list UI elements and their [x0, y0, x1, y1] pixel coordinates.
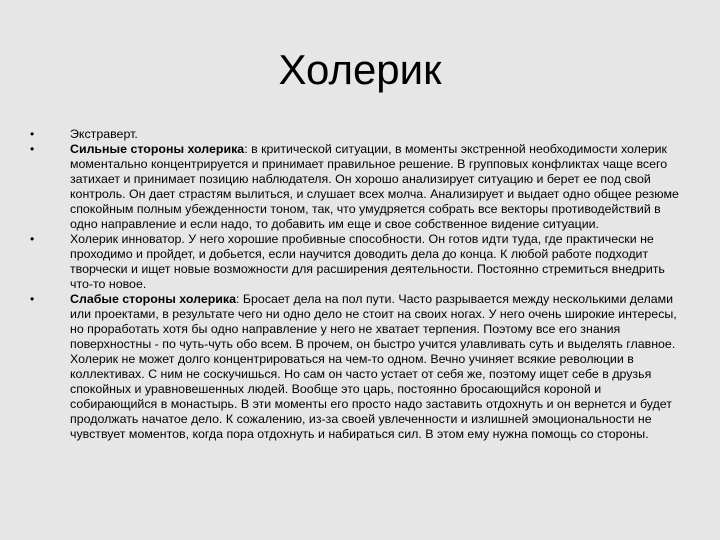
list-item-text: Холерик инноватор. У него хорошие пробивные способности. Он готов идти туда, где практически не проходимо и пройдет, и добьется, если научится доводить дела до конца. К любой работе подходит творчески и ищет новые возможности для расширения деятельности. Постоянно стремиться внедрить что-то новое. [70, 232, 665, 291]
list-item-heading: Сильные стороны холерика [70, 142, 245, 156]
list-item [30, 232, 690, 292]
bullet-icon: • [30, 232, 35, 246]
bullet-icon: • [30, 127, 35, 141]
list-item [30, 292, 690, 442]
list-item [30, 142, 690, 232]
bullet-icon: • [30, 292, 35, 306]
bullet-icon: • [30, 142, 35, 156]
list-item-text: Экстраверт. [70, 127, 138, 141]
list-item [30, 127, 690, 142]
list-item-text: : в критической ситуации, в моменты экстренной необходимости холерик моментально концентрируется и принимает правильное решение. В групповых конфликтах чаще всего затихает и принимает позицию наблюдателя. Он хорошо анализирует ситуацию и берет ее под свой контроль. Он дает страстям вылиться, и слушает всех молча. Анализирует и выдает одно общее резюме спокойным полным убежденности тоном, так, что умудряется собрать все векторы противодействий в одно направление и если надо, то добавить им еще и свое собственное видение ситуации. [70, 142, 679, 231]
bullet-list [30, 127, 690, 442]
list-item-heading: Слабые стороны холерика [70, 292, 237, 306]
slide-title: Холерик [278, 46, 442, 93]
list-item-text: : Бросает дела на пол пути. Часто разрывается между несколькими делами или проектами, в результате чего ни одно дело не стоит на своих ногах. У него очень широкие интересы, но проработать хотя бы одно направление у него не хватает терпения. Поэтому все его знания поверхностны - по чуть-чуть обо всем. В прочем, он быстро учится улавливать суть и выделять главное. Холерик не может долго концентрироваться на чем-то одном. Вечно учиняет всякие революции в коллективах. С ним не соскучишься. Но сам он часто устает от себя же, поэтому ищет себе в друзья спокойных и уравновешенных людей. Вообще это царь, постоянно бросающийся короной и собирающийся в монастырь. В эти моменты его просто надо заставить отдохнуть и он вернется и будет продолжать начатое дело. К сожалению, из-за своей увлеченности и излишней эмоциональности не чувствует моментов, когда пора отдохнуть и набираться сил. В этом ему нужна помощь со стороны. [70, 292, 677, 441]
